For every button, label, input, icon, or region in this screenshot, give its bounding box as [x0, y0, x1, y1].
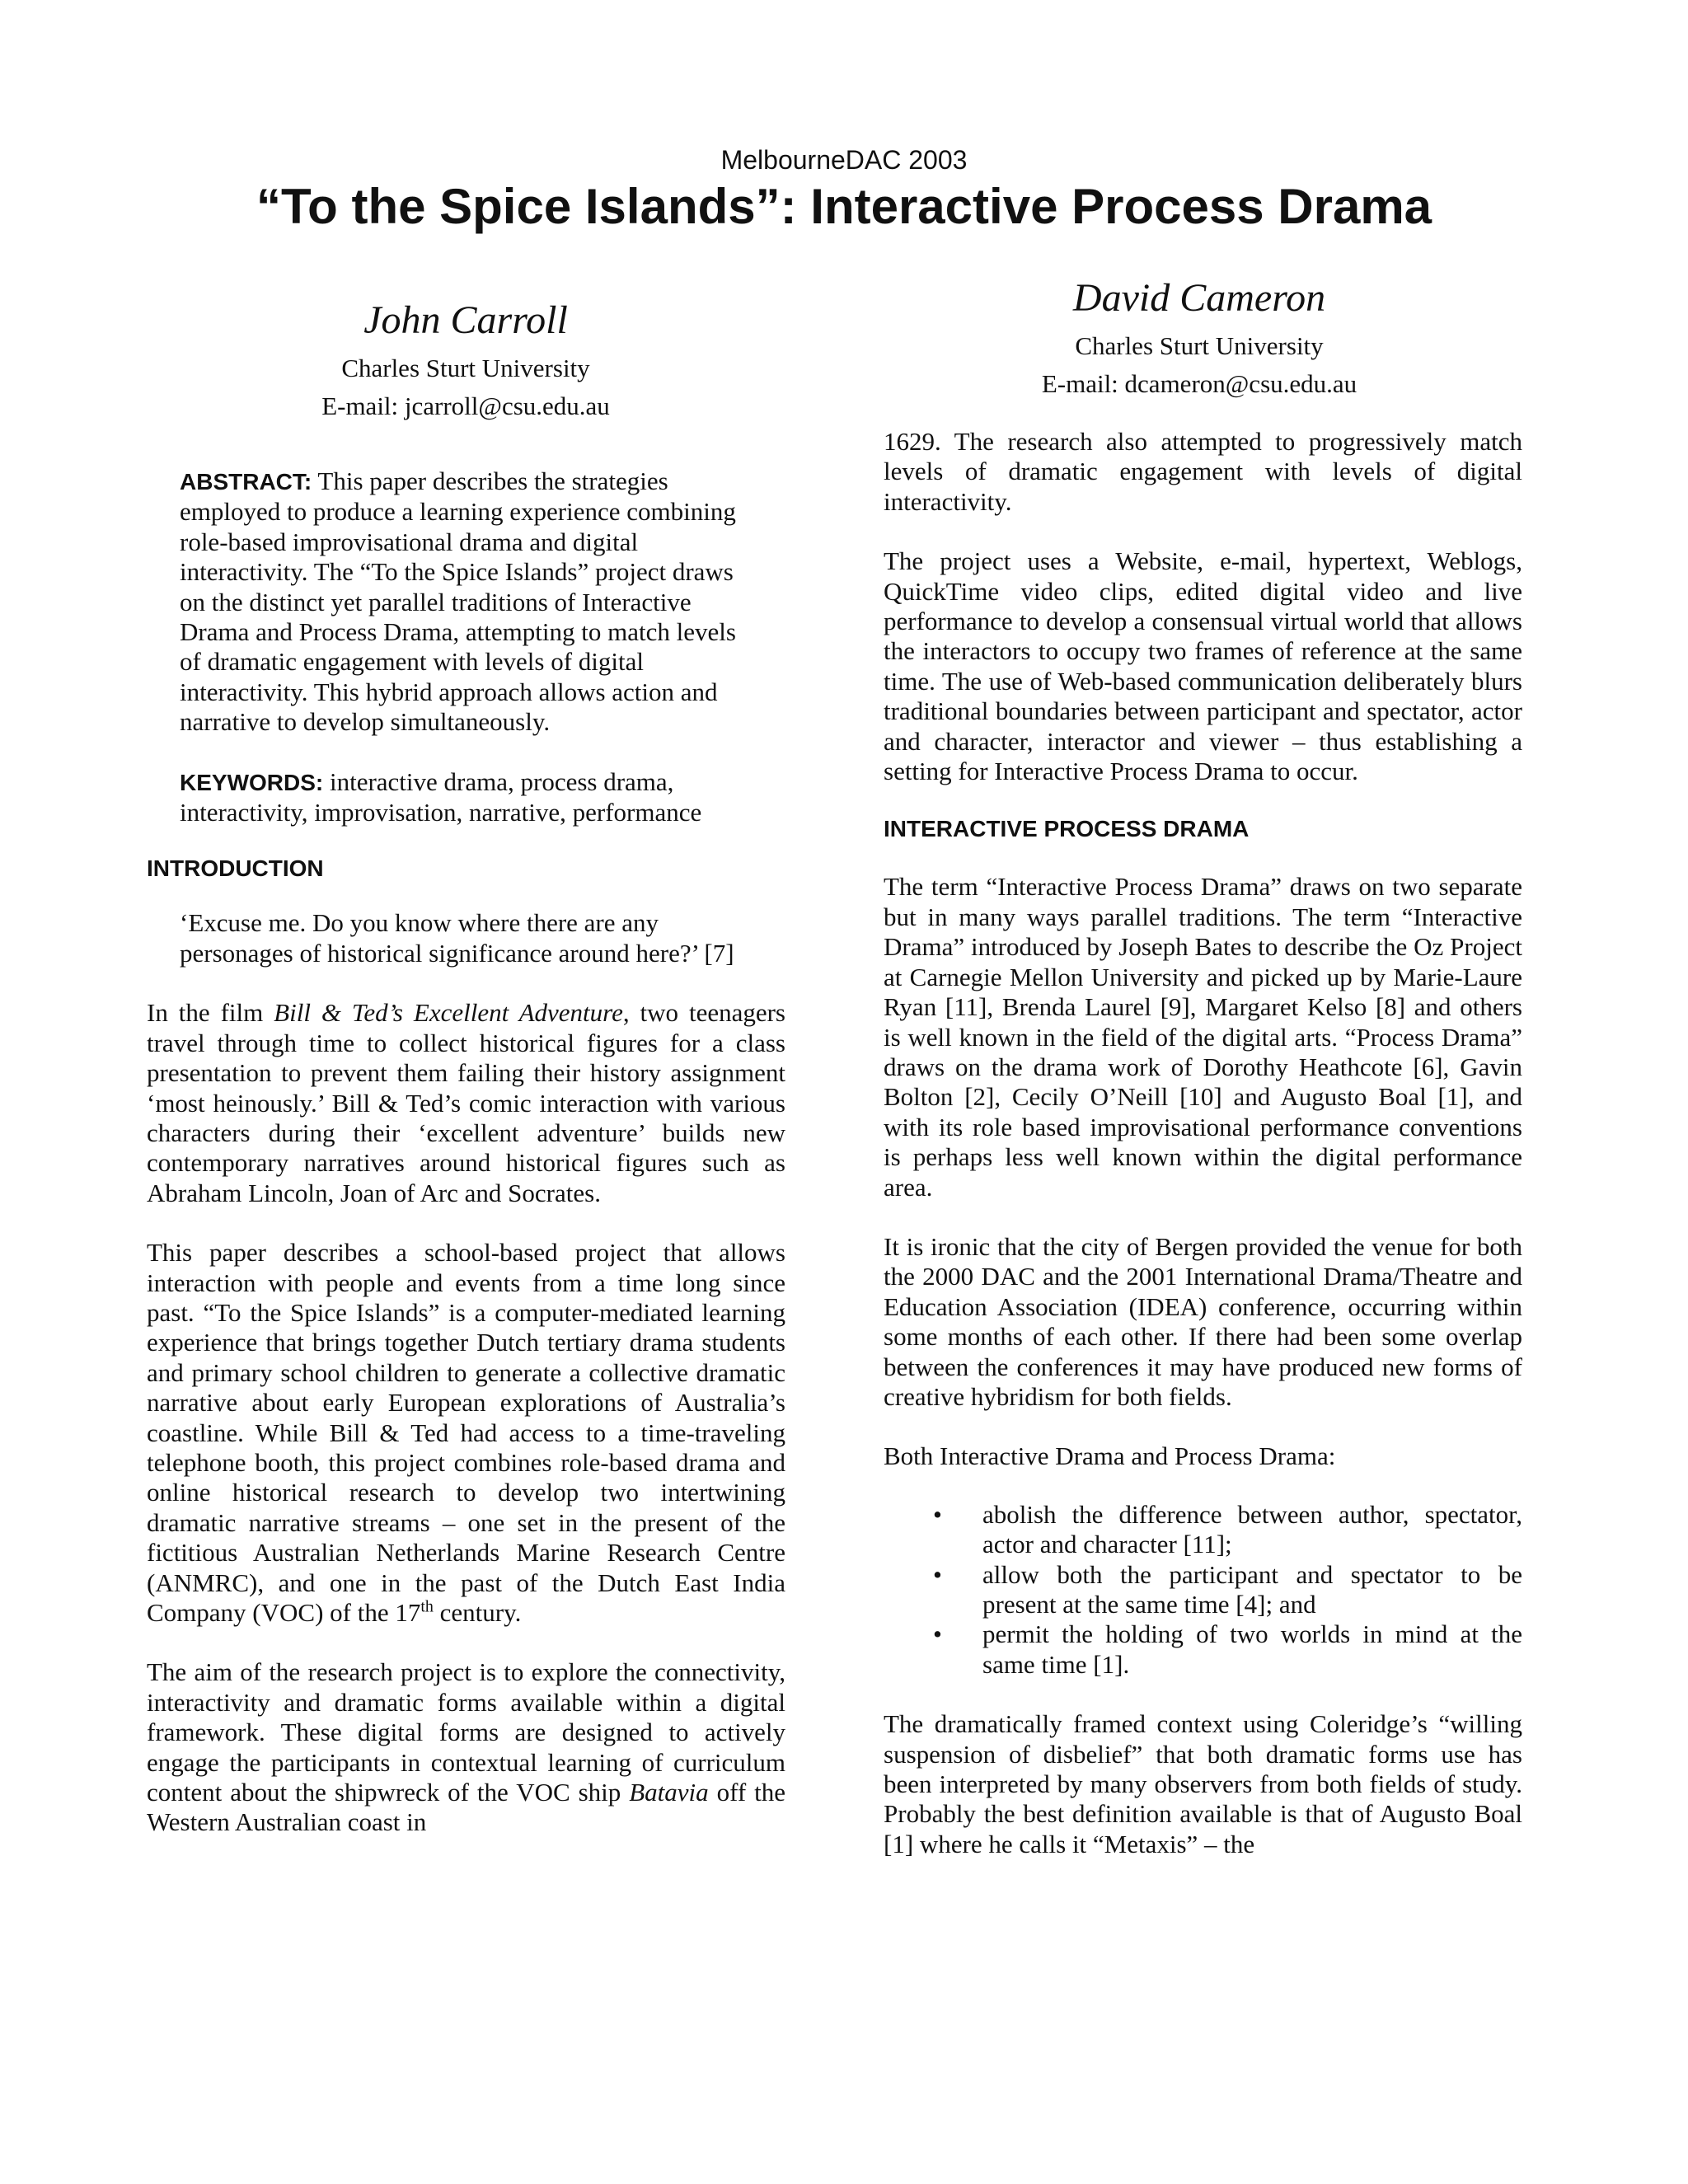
text-run: The aim of the research project is to explore the connectivity, interactivity and dramatic forms available within a digital framework. These digital forms are designed to actively engage the participants in contextual learning of curriculum content about the shipwreck of the VOC ship [147, 1657, 785, 1807]
abstract-label: ABSTRACT: [180, 469, 312, 494]
right-paragraph-2: The project uses a Website, e-mail, hypertext, Weblogs, QuickTime video clips, edited digital video and live performance to develop a consensual virtual world that allows the interactors to occupy two frames of reference at the same time. The use of Web-based communication deliberately blurs traditional boundaries between participant and spectator, actor and character, interactor and viewer – thus establishing a setting for Interactive Process Drama to occur. [884, 546, 1522, 786]
bullet-list [884, 1500, 1522, 1680]
section-heading-interactive-process-drama: INTERACTIVE PROCESS DRAMA [884, 816, 1250, 842]
keywords [147, 767, 785, 828]
left-column [147, 466, 785, 1838]
list-item [884, 1500, 1522, 1560]
bullet-icon: • [933, 1559, 942, 1589]
author-email: E-mail: dcameron@csu.edu.au [1041, 369, 1357, 398]
right-column [884, 427, 1522, 1859]
right-paragraph-1: 1629. The research also attempted to progressively match levels of dramatic engagement with levels of digital interactivity. [884, 427, 1522, 516]
list-item [884, 1560, 1522, 1620]
ship-name: Batavia [629, 1778, 709, 1807]
intro-paragraph-1 [147, 998, 785, 1208]
author-block-carroll [272, 297, 659, 425]
intro-paragraph-2 [147, 1238, 785, 1628]
text-run: , two teenagers travel through time to collect historical figures for a class presentation to prevent them failing their history assignment ‘most heinously.’ Bill & Ted’s comic interaction with various characters during their ‘excellent adventure’ builds new contemporary narratives around historical figures such as Abraham Lincoln, Joan of Arc and Socrates. [147, 998, 785, 1207]
abstract [147, 466, 785, 738]
list-item-text: allow both the participant and spectator to be present at the same time [4]; and [982, 1559, 1522, 1619]
list-item-text: permit the holding of two worlds in mind at the same time [1]. [982, 1619, 1522, 1679]
author-name: John Carroll [363, 298, 568, 342]
text-run: In the film [147, 998, 264, 1028]
bullet-icon: • [933, 1499, 942, 1529]
author-block-cameron [1006, 274, 1393, 403]
right-paragraph-5: Both Interactive Drama and Process Drama: [884, 1441, 1336, 1471]
keywords-text: interactive drama, process drama, interactivity, improvisation, narrative, performance [180, 766, 702, 827]
film-title: Bill & Ted’s Excellent Adventure [274, 998, 623, 1028]
author-affiliation: Charles Sturt University [1075, 331, 1324, 360]
conference-name: MelbourneDAC 2003 [720, 145, 968, 175]
keywords-label: KEYWORDS: [180, 769, 324, 795]
intro-paragraph-3 [147, 1657, 785, 1837]
superscript: th [420, 1597, 434, 1616]
list-item-text: abolish the difference between author, spectator, actor and character [11]; [982, 1499, 1522, 1559]
introduction-heading: INTRODUCTION [147, 855, 324, 882]
paper-title: “To the Spice Islands”: Interactive Process Drama [256, 179, 1432, 234]
right-paragraph-3: The term “Interactive Process Drama” draws on two separate but in many ways parallel traditions. The term “Interactive Drama” introduced by Joseph Bates to describe the Oz Project at Carnegie Mellon University and picked up by Marie-Laure Ryan [11], Brenda Laurel [9], Margaret Kelso [8] and others is well known in the field of the digital arts. “Process Drama” draws on the drama work of Dorothy Heathcote [6], Gavin Bolton [2], Cecily O’Neill [10] and Augusto Boal [1], and with its role based improvisational performance conventions is perhaps less well known within the digital performance area. [884, 872, 1522, 1202]
bullet-icon: • [933, 1619, 942, 1649]
list-item [884, 1619, 1522, 1680]
right-paragraph-4: It is ironic that the city of Bergen provided the venue for both the 2000 DAC and the 2001 International Drama/Theatre and Education Association (IDEA) conference, occurring within some months of each other. If there had been some overlap between the conferences it may have produced new forms of creative hybridism for both fields. [884, 1231, 1522, 1411]
abstract-text: This paper describes the strategies employed to produce a learning experience combining role-based improvisational drama and digital interactivity. The “To the Spice Islands” project draws on the distinct yet parallel traditions of Interactive Drama and Process Drama, attempting to match levels of dramatic engagement with levels of digital interactivity. This hybrid approach allows action and narrative to develop simultaneously. [180, 466, 736, 737]
text-run: This paper describes a school-based project that allows interaction with people and events from a time long since past. “To the Spice Islands” is a computer-mediated learning experience that brings together Dutch tertiary drama students and primary school children to generate a collective dramatic narrative about early European explorations of Australia’s coastline. While Bill & Ted had access to a time-traveling telephone booth, this project combines role-based drama and online historical research to develop two intertwining dramatic narrative streams – one set in the present of the fictitious Australian Netherlands Marine Research Centre (ANMRC), and one in the past of the Dutch East India Company (VOC) of the 17 [147, 1238, 785, 1627]
author-email: E-mail: jcarroll@csu.edu.au [321, 391, 610, 420]
epigraph-quote: ‘Excuse me. Do you know where there are any personages of historical significance around here?’ [7] [180, 908, 734, 968]
right-paragraph-6: The dramatically framed context using Coleridge’s “willing suspension of disbelief” that both dramatic forms use has been interpreted by many observers from both fields of study. Probably the best definition available is that of Augusto Boal [1] where he calls it “Metaxis” – the [884, 1709, 1522, 1858]
author-name: David Cameron [1072, 276, 1326, 320]
author-affiliation: Charles Sturt University [341, 354, 590, 382]
text-run: century. [433, 1598, 522, 1627]
text-run: off the Western Australian coast in [147, 1778, 785, 1837]
